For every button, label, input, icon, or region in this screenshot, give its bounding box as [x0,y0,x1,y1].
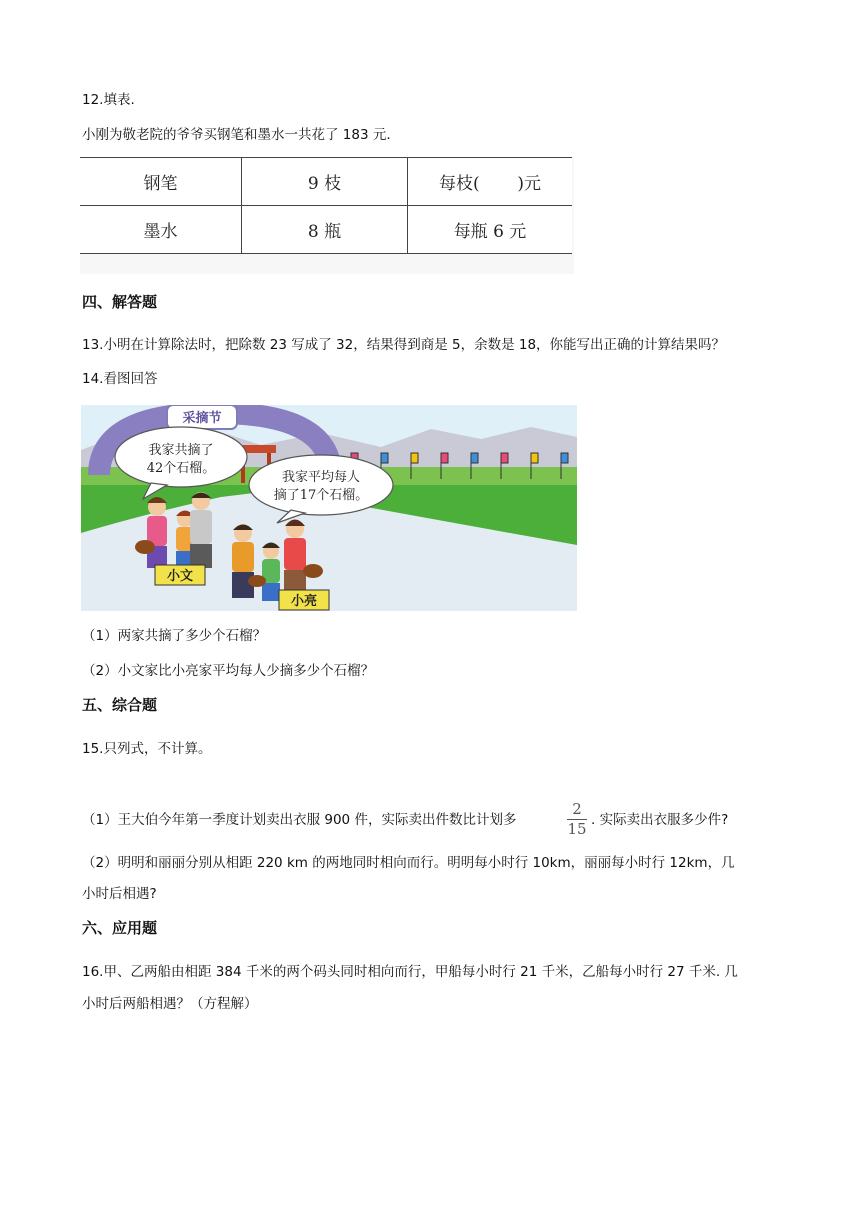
table-row [80,158,572,206]
q15-sub-question-2-line2: 小时后相遇? [82,886,157,902]
table-cell: 8 瓶 [242,206,408,254]
table-cell: 每瓶 6 元 [408,206,573,254]
table-cell: 9 枝 [242,158,408,206]
section-heading-5: 五、综合题 [82,696,158,714]
label-xiaoliang: 小亮 [290,594,318,609]
q16-line2: 小时后两船相遇？（方程解） [82,996,258,1012]
table-row [80,206,572,254]
bubble-left-line1: 我家共摘了 [148,443,214,458]
fraction-two-fifteenths [565,801,589,839]
fraction-denominator: 15 [567,820,587,838]
q15-sub-question-1-after: . 实际卖出衣服多少件? [591,812,729,828]
section-heading-6: 六、应用题 [82,919,158,937]
table-cell: 每枝( )元 [408,158,573,206]
bubble-right-line1: 我家平均每人 [281,470,361,485]
q12-description: 小刚为敬老院的爷爷买钢笔和墨水一共花了 183 元. [82,127,391,143]
q14-title: 14.看图回答 [82,371,158,387]
harvest-festival-illustration [81,405,577,611]
q14-sub-question-1: （1）两家共摘了多少个石榴？ [82,628,267,644]
fraction-numerator: 2 [572,800,582,818]
q15-sub-question-2-line1: （2）明明和丽丽分别从相距 220 km 的两地同时相向而行。明明每小时行 10km，丽丽每小时行 12km，几 [82,855,735,871]
label-xiaowen: 小文 [166,569,194,584]
q14-sub-question-2: （2）小文家比小亮家平均每人少摘多少个石榴？ [82,663,375,679]
q13-text: 13.小明在计算除法时，把除数 23 写成了 32，结果得到商是 5，余数是 18，你能写出正确的计算结果吗？ [82,337,726,353]
q15-sub-question-1-before: （1）王大伯今年第一季度计划卖出衣服 900 件，实际卖出件数比计划多 [82,812,517,828]
table-cell: 墨水 [80,206,242,254]
table-cell: 钢笔 [80,158,242,206]
arch-sign-text: 采摘节 [182,411,222,426]
q16-line1: 16.甲、乙两船由相距 384 千米的两个码头同时相向而行，甲船每小时行 21 千米，乙船每小时行 27 千米. 几 [82,964,738,980]
q12-table [80,157,572,254]
bubble-left-line2: 42个石榴。 [146,461,216,476]
q12-title: 12.填表. [82,92,135,108]
q12-table-container [80,157,574,274]
bubble-right-line2: 摘了17个石榴。 [273,488,369,503]
q15-title: 15.只列式，不计算。 [82,741,212,757]
section-heading-4: 四、解答题 [82,293,158,311]
